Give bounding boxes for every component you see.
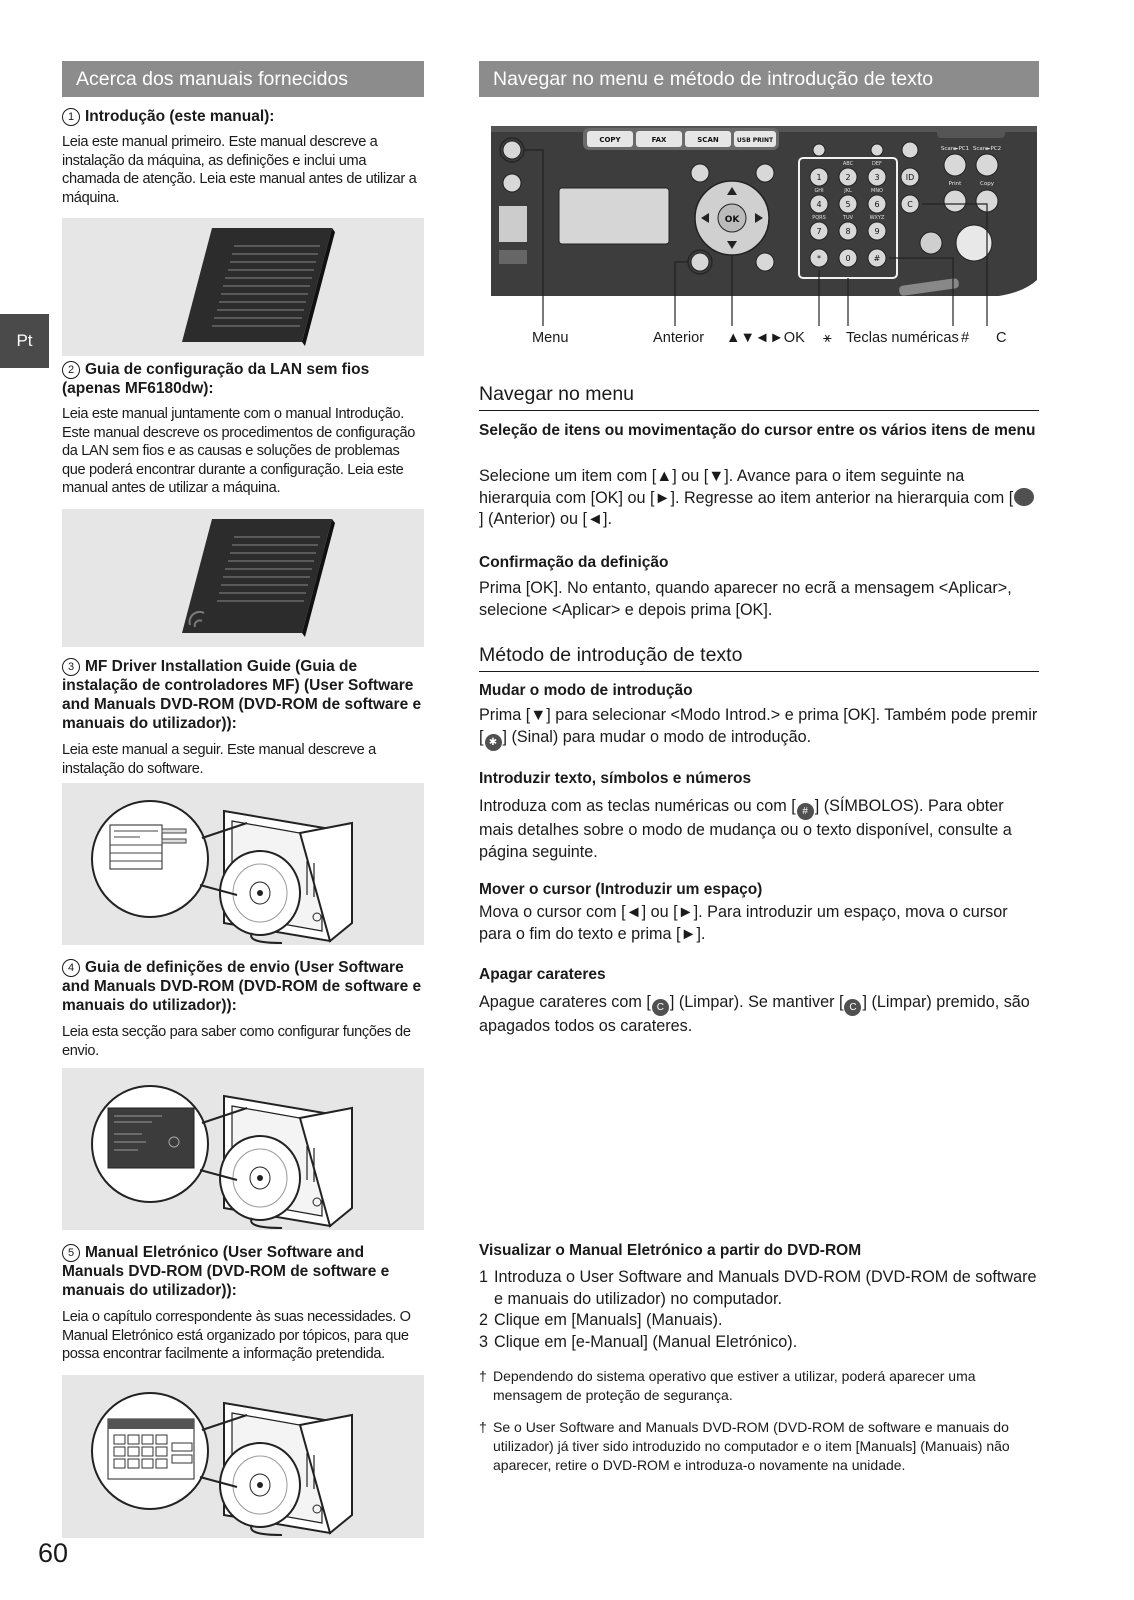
- clear-key-icon: C: [652, 999, 669, 1016]
- paragraph-move-cursor: Mova o cursor com [◄] ou [►]. Para introduzir um espaço, mova o cursor para o fim do texto e prima [►].: [479, 903, 1008, 943]
- key-3: 3: [874, 173, 880, 182]
- back-button-icon: [1014, 488, 1034, 506]
- item-number-badge: 1: [62, 108, 80, 126]
- key-9: 9: [874, 227, 880, 236]
- language-tab: Pt: [0, 314, 49, 368]
- item-number-badge: 4: [62, 959, 80, 977]
- mode-usb-print-label: USB PRINT: [736, 137, 774, 144]
- key-5: 5: [845, 200, 851, 209]
- key-clear: C: [907, 200, 913, 209]
- key-star: *: [817, 254, 821, 263]
- control-panel-image: [479, 120, 1039, 350]
- item-number-badge: 2: [62, 361, 80, 379]
- monitor-disc-illustration: [62, 1068, 424, 1230]
- copy-label: Copy: [980, 181, 994, 187]
- manual-item-5-title: 5 Manual Eletrónico (User Software and Manuals DVD-ROM (DVD-ROM de software e manuais do utilizador)):: [62, 1244, 390, 1299]
- key-letters-abc: ABC: [842, 161, 854, 167]
- callout-arrows-ok: ▲▼◄►OK: [726, 330, 805, 346]
- key-letters-def: DEF: [872, 161, 882, 167]
- manual-item-2-desc: Leia este manual juntamente com o manual Introdução. Este manual descreve os procedimentos de configuração da LAN sem fios e as causas e soluções de problemas que poderá encontrar durante a configuração. Leia este manual antes de utilizar a máquina.: [62, 406, 415, 496]
- manual-item-2-title: 2 Guia de configuração da LAN sem fios (apenas MF6180dw):: [62, 361, 370, 397]
- key-id: ID: [905, 173, 915, 182]
- list-item: 2 Clique em [Manuals] (Manuais).: [479, 1311, 723, 1329]
- key-letters-wxyz: WXYZ: [869, 215, 885, 221]
- control-panel-illustration: [479, 120, 1039, 350]
- manual-item-1-desc: Leia este manual primeiro. Este manual descreve a instalação da máquina, as definições e inclui uma chamada de atenção. Leia este manual antes de utilizar a máquina.: [62, 134, 417, 206]
- manual-item-4-desc: Leia esta secção para saber como configurar funções de envio.: [62, 1024, 411, 1059]
- item-number-badge: 5: [62, 1244, 80, 1262]
- manual-item-3-title: 3 MF Driver Installation Guide (Guia de instalação de controladores MF) (User Software and Manuals DVD-ROM (DVD-ROM de software e manuais do utilizador)):: [62, 658, 422, 732]
- heading-text-entry: Método de introdução de texto: [479, 644, 1039, 672]
- subheading-enter-text: Introduzir texto, símbolos e números: [479, 770, 752, 787]
- emanual-steps-list: [479, 1267, 1039, 1353]
- dagger-mark: †: [479, 1368, 487, 1384]
- subheading-select-items: Seleção de itens ou movimentação do cursor entre os vários itens de menu: [479, 422, 1036, 439]
- key-6: 6: [874, 200, 880, 209]
- mode-fax-label: FAX: [651, 136, 667, 144]
- subheading-view-emanual: Visualizar o Manual Eletrónico a partir do DVD-ROM: [479, 1242, 862, 1259]
- star-key-icon: ✱: [485, 734, 502, 751]
- paragraph-delete-chars: Apague carateres com [ C ] (Limpar). Se mantiver [ C ] (Limpar) premido, são apagados todos os carateres.: [479, 993, 1030, 1035]
- subheading-delete-chars: Apagar carateres: [479, 966, 606, 983]
- manual-item-4-title: 4 Guia de definições de envio (User Software and Manuals DVD-ROM (DVD-ROM de software e manuais do utilizador)):: [62, 959, 422, 1014]
- manual-item-3-desc: Leia este manual a seguir. Este manual descreve a instalação do software.: [62, 742, 376, 777]
- section-title-manuals: Acerca dos manuais fornecidos: [62, 61, 424, 97]
- monitor-disc-image: [62, 783, 424, 945]
- ok-button-label: OK: [724, 215, 740, 225]
- key-8: 8: [845, 227, 851, 236]
- monitor-disc-illustration: [62, 1375, 424, 1538]
- clear-key-icon: C: [844, 999, 861, 1016]
- booklet-illustration: [62, 509, 424, 647]
- manual-item-1-title: 1 Introdução (este manual):: [62, 107, 424, 126]
- scan-pc1-label: Scan►PC1: [940, 146, 970, 152]
- subheading-confirm-setting: Confirmação da definição: [479, 554, 669, 571]
- print-label: Print: [948, 181, 962, 187]
- callout-anterior: Anterior: [653, 330, 705, 346]
- key-letters-ghi: GHI: [814, 188, 824, 194]
- dagger-mark: †: [479, 1419, 487, 1435]
- callout-menu: Menu: [532, 330, 569, 346]
- booklet-illustration: [62, 218, 424, 356]
- hash-key-icon: #: [797, 803, 814, 820]
- scan-pc2-label: Scan►PC2: [972, 146, 1002, 152]
- booklet-image: [62, 218, 424, 356]
- key-7: 7: [816, 227, 822, 236]
- monitor-disc-illustration: [62, 783, 424, 945]
- key-letters-mno: MNO: [871, 188, 883, 194]
- heading-navigate-menu: Navegar no menu: [479, 383, 1039, 411]
- key-1: 1: [816, 173, 822, 182]
- subheading-change-mode: Mudar o modo de introdução: [479, 682, 693, 699]
- key-letters-jkl: JKL: [844, 188, 852, 194]
- key-letters-tuv: TUV: [842, 215, 854, 221]
- callout-star: ⚹: [823, 330, 832, 346]
- key-4: 4: [816, 200, 822, 209]
- callout-clear: C: [996, 330, 1007, 346]
- paragraph-confirm-setting: Prima [OK]. No entanto, quando aparecer no ecrã a mensagem <Aplicar>, selecione <Aplicar> e depois prima [OK].: [479, 579, 1012, 619]
- footnote-dvd-reinsert: † Se o User Software and Manuals DVD-ROM (DVD-ROM de software e manuais do utilizador) já tiver sido introduzido no computador e o item [Manuals] (Manuais) não aparecer, retire o DVD-ROM e introduza-o novamente na unidade.: [479, 1419, 1010, 1473]
- booklet-image: [62, 509, 424, 647]
- list-item: 1 Introduza o User Software and Manuals DVD-ROM (DVD-ROM de software e manuais do utilizador) no computador.: [479, 1268, 1037, 1308]
- mode-scan-label: SCAN: [697, 136, 719, 144]
- callout-numeric-keys: Teclas numéricas: [846, 330, 959, 346]
- subheading-move-cursor: Mover o cursor (Introduzir um espaço): [479, 881, 763, 898]
- paragraph-enter-text: Introduza com as teclas numéricas ou com [ # ] (SÍMBOLOS). Para obter mais detalhes sobre o modo de mudança ou o texto disponível, consulte a página seguinte.: [479, 797, 1012, 861]
- list-item: 3 Clique em [e-Manual] (Manual Eletrónico).: [479, 1332, 798, 1351]
- key-2: 2: [845, 173, 851, 182]
- monitor-disc-image: [62, 1068, 424, 1230]
- monitor-disc-image: [62, 1375, 424, 1538]
- section-title-navigation: Navegar no menu e método de introdução de texto: [479, 61, 1039, 97]
- callout-hash: #: [961, 330, 970, 346]
- key-letters-pqrs: PQRS: [812, 215, 826, 221]
- mode-copy-label: COPY: [599, 136, 621, 144]
- item-number-badge: 3: [62, 658, 80, 676]
- footnote-security: † Dependendo do sistema operativo que estiver a utilizar, poderá aparecer uma mensagem de proteção de segurança.: [479, 1368, 976, 1403]
- key-0: 0: [845, 254, 851, 263]
- manual-item-5-desc: Leia o capítulo correspondente às suas necessidades. O Manual Eletrónico está organizado por tópicos, para que possa encontrar facilmente a informação pretendida.: [62, 1309, 411, 1362]
- paragraph-change-mode: Prima [▼] para selecionar <Modo Introd.> e prima [OK]. Também pode premir [ ✱ ] (Sinal) para mudar o modo de introdução.: [479, 705, 1039, 751]
- page-number: 60: [38, 1538, 69, 1568]
- key-hash: #: [873, 254, 881, 263]
- paragraph-select-items: Selecione um item com [▲] ou [▼]. Avance para o item seguinte na hierarquia com [OK] ou [►]. Regresse ao item anterior na hierarquia com [] (Anterior) ou [◄].: [479, 466, 1039, 531]
